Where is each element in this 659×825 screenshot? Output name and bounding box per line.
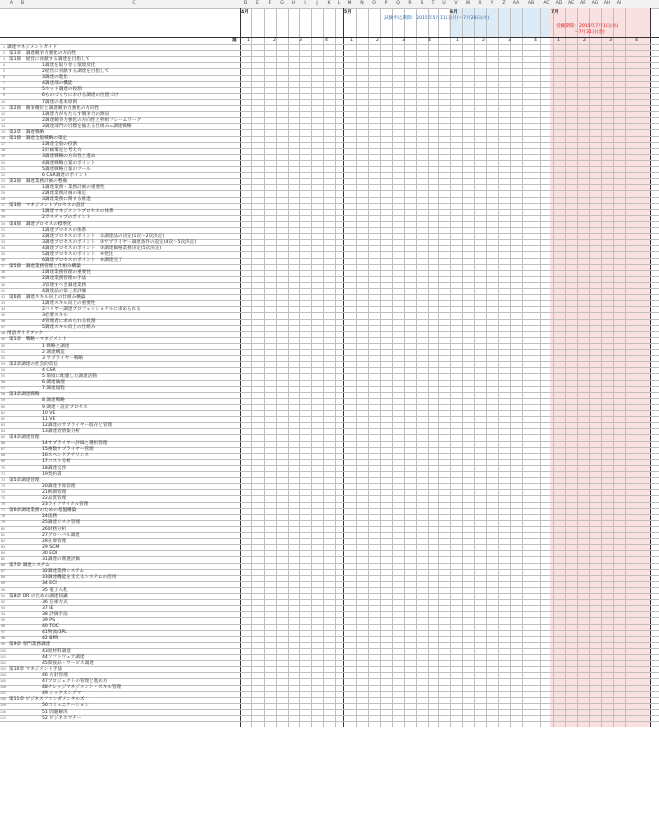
- column-header: R: [408, 1, 412, 6]
- task-label: 25調達リスク管理: [42, 520, 80, 526]
- row-number: 17: [0, 142, 5, 147]
- task-label: 33調達機能を支えるシステムの活用: [42, 575, 117, 581]
- row-number: 109: [0, 703, 7, 708]
- task-label: 4調達プロセスのポイント ③調達価格業務決定(5次決定): [42, 245, 162, 251]
- row-number: 94: [0, 611, 5, 616]
- task-label: 37 IE: [42, 605, 54, 611]
- row-number: 28: [0, 209, 5, 214]
- row-number: 23: [0, 178, 5, 183]
- task-label: 2計画策定と考え方: [42, 148, 82, 154]
- row-number: 18: [0, 148, 5, 153]
- row-number: 20: [0, 160, 5, 165]
- row-number: 59: [0, 398, 5, 403]
- row-number: 65: [0, 435, 5, 439]
- column-header: S: [420, 1, 424, 6]
- task-label: 第11章 ビジネスファンダメンタルズ: [9, 697, 85, 703]
- column-header: Y: [490, 1, 494, 6]
- column-header: N: [360, 1, 364, 6]
- row-number: 11: [0, 105, 5, 110]
- task-label: 1調達プロセスの体系: [42, 227, 87, 233]
- task-label: 調達マネジメントガイド: [7, 44, 58, 50]
- task-label: 7調達の基本原則: [42, 99, 78, 105]
- task-label: 5調達戦略立案のツール: [42, 166, 91, 172]
- week-number: 4: [428, 38, 431, 43]
- week-number: 2: [376, 38, 379, 43]
- row-number: 68: [0, 453, 5, 458]
- task-label: 5 環境に配慮した調達活動: [42, 374, 97, 379]
- task-label: 38 評価手法: [42, 611, 68, 617]
- task-label: 3調達部門の目標を揃える仕組み=調達戦略: [42, 123, 132, 129]
- task-label: 52 ビジネスマナー: [42, 715, 82, 721]
- task-label: 10 VE: [42, 410, 56, 416]
- task-label: 3 サプライヤー戦略: [42, 355, 83, 361]
- row-number: 24: [0, 184, 5, 189]
- task-label: 第3節 マネジメントプロセスの設計: [9, 203, 86, 209]
- row-number: 91: [0, 593, 5, 598]
- row-number: 42: [0, 294, 5, 299]
- row-number: 92: [0, 599, 5, 604]
- task-label: 41物流/3PL: [42, 630, 67, 636]
- row-number: 41: [0, 288, 5, 293]
- row-number: 95: [0, 618, 5, 622]
- row-number: 79: [0, 520, 5, 525]
- task-label: 3調達戦略の方向性と進め: [42, 154, 96, 160]
- task-label: 5調達スキル向上の仕組み: [42, 325, 96, 331]
- task-label: 42 BPR: [42, 636, 59, 642]
- task-label: 1調達スキル向上の重要性: [42, 300, 96, 306]
- task-label: 48ナレッジマネジメント・スキル管理: [42, 685, 122, 691]
- row-number: 2: [2, 50, 5, 55]
- week-number: 2: [482, 38, 485, 43]
- task-label: 4管理者に求められる役割: [42, 319, 96, 325]
- task-label: 第5節 調達業務管理と仕組み構築: [9, 264, 81, 270]
- column-header: AI: [616, 1, 622, 6]
- column-header: AC: [543, 1, 550, 6]
- week-number: 3: [609, 38, 612, 43]
- task-label: 22品質管理: [42, 496, 67, 501]
- row-number: 45: [0, 313, 5, 317]
- task-label: 47プロジェクトの管理と進め方: [42, 679, 108, 684]
- row-number: 25: [0, 191, 5, 195]
- week-number: 1: [247, 38, 250, 43]
- row-number: 50: [0, 343, 5, 348]
- row-number: 38: [0, 270, 5, 275]
- row-number: 39: [0, 276, 5, 281]
- task-label: 第1節 調達全般戦略の策定: [9, 136, 68, 142]
- task-label: 1調達力がもたらす競争力の源泉: [42, 111, 110, 117]
- week-number: 4: [325, 38, 328, 43]
- task-label: 第6章調達業務のための基盤構築: [9, 508, 77, 514]
- row-number: 13: [0, 117, 5, 122]
- task-label: 43原材料調達: [42, 648, 71, 654]
- task-label: 15複数サプライヤー管理: [42, 447, 94, 453]
- row-number: 5: [2, 69, 5, 73]
- task-label: 13調達者情報分析: [42, 428, 81, 434]
- row-number: 73: [0, 483, 5, 488]
- row-number: 103: [0, 666, 7, 671]
- column-header: U: [442, 1, 446, 6]
- task-label: 6ものづくりにおける調達の位置づけ: [42, 93, 119, 99]
- task-label: 第5章調達管理: [9, 477, 40, 483]
- task-label: 第2章 調達戦略: [9, 130, 45, 135]
- row-number: 57: [0, 386, 5, 391]
- row-number: 62: [0, 416, 5, 421]
- task-label: 第3章調達戦略: [9, 392, 40, 398]
- week-number: 3: [402, 38, 405, 43]
- row-number: 49: [0, 337, 5, 342]
- row-number: 55: [0, 374, 5, 378]
- row-number: 108: [0, 697, 7, 702]
- task-label: 49 シックスシグマ: [42, 691, 82, 697]
- task-label: 5調達プロセスのポイント ④発注: [42, 252, 114, 257]
- column-header: E: [256, 1, 259, 6]
- task-label: 32調達業務システム: [42, 569, 85, 575]
- task-label: 3管理すべき調達業務: [42, 282, 87, 288]
- task-label: 8 調達戦略: [42, 398, 65, 404]
- task-label: 36 在庫方式: [42, 599, 68, 605]
- task-label: 30 EDI: [42, 550, 58, 556]
- task-label: 第9章 専門業務調達: [9, 642, 51, 648]
- row-number: 60: [0, 404, 5, 409]
- task-label: 23ライフサイクル管理: [42, 502, 89, 508]
- column-header: P: [384, 1, 388, 6]
- month-label: 7月: [551, 10, 559, 15]
- row-number: 40: [0, 282, 5, 287]
- row-number: 99: [0, 642, 5, 647]
- task-label: 45間接品・サービス調達: [42, 660, 94, 666]
- row-number: 78: [0, 514, 5, 519]
- column-header: V: [454, 1, 458, 6]
- task-label: 46 方針管理: [42, 672, 68, 678]
- task-label: 1調達業務管理の重要性: [42, 270, 91, 276]
- column-header: L: [337, 1, 341, 6]
- row-number: 14: [0, 123, 5, 128]
- row-number: 26: [0, 197, 5, 202]
- column-header: T: [431, 1, 435, 6]
- task-label: 19契約書: [42, 471, 62, 477]
- month-label: 5月: [344, 10, 352, 15]
- task-label: 第2章調達の社会的責任: [9, 361, 58, 367]
- row-number: 46: [0, 319, 5, 324]
- row-number: 1: [2, 44, 5, 49]
- task-label: 1調達を取り巻く環境変化: [42, 62, 96, 68]
- row-number: 22: [0, 172, 5, 177]
- column-header: X: [478, 1, 482, 6]
- row-number: 3: [2, 56, 5, 61]
- row-number: 6: [2, 75, 5, 80]
- row-number: 69: [0, 459, 5, 464]
- task-label: 用語ガイドブック: [7, 331, 44, 337]
- task-label: 第2節 競争優位と調達競争力強化の方向性: [9, 105, 100, 111]
- row-number: 54: [0, 367, 5, 372]
- row-number: 56: [0, 380, 5, 385]
- task-label: 35 電子入札: [42, 587, 68, 593]
- row-number: 64: [0, 428, 5, 433]
- row-number: 12: [0, 111, 5, 116]
- row-number: 9: [2, 93, 5, 98]
- row-number: 110: [0, 709, 7, 714]
- task-label: 6 CSR調達のポイント: [42, 172, 88, 178]
- row-number: 58: [0, 392, 5, 397]
- row-number: 97: [0, 630, 5, 635]
- row-number: 4: [2, 62, 5, 67]
- task-label: 第10章 マネジメント手法: [9, 666, 63, 672]
- column-header: C: [132, 1, 136, 6]
- row-number: 35: [0, 252, 5, 256]
- row-number: 82: [0, 538, 5, 543]
- row-number: 36: [0, 258, 5, 263]
- row-number: 105: [0, 679, 7, 683]
- column-header: J: [316, 1, 318, 6]
- task-label: 第8章 OR のための調達知識: [9, 593, 68, 599]
- task-label: 6調達プロセスのポイント ⑤調達完了: [42, 258, 123, 264]
- row-number: 10: [0, 99, 5, 104]
- task-label: 4調達部の機能: [42, 81, 73, 87]
- row-number: 102: [0, 660, 7, 665]
- column-header: M: [347, 1, 352, 6]
- task-label: 3調達業務に関する推進: [42, 197, 91, 203]
- row-number: 37: [0, 264, 5, 269]
- week-number: 4: [635, 38, 638, 43]
- week-number: 3: [299, 38, 302, 43]
- task-label: 1調達マネジメントプロセスの体系: [42, 209, 114, 215]
- task-label: 3調達の進化: [42, 75, 68, 81]
- row-number: 44: [0, 306, 5, 311]
- row-number: 111: [0, 715, 7, 720]
- row-number: 66: [0, 441, 5, 446]
- row-number: 86: [0, 563, 5, 568]
- exam-period-label-2: ～7月31日(金): [574, 30, 605, 35]
- row-number: 93: [0, 605, 5, 610]
- column-header: AE: [567, 1, 575, 6]
- task-label: 1調達全般の役割: [42, 142, 78, 148]
- task-label: 27グローバル調達: [42, 532, 80, 538]
- task-label: 7 調達規程: [42, 386, 65, 392]
- task-label: 2ガステップのポイント: [42, 215, 91, 221]
- task-label: 24法務: [42, 514, 58, 520]
- column-header: B: [20, 1, 25, 6]
- task-label: 4調達品の第三者評価: [42, 288, 87, 294]
- task-label: 1調達業務・業務計画の重要性: [42, 184, 105, 190]
- month-label: 4月: [241, 10, 249, 15]
- task-label: 4 CSR: [42, 367, 56, 373]
- row-number: 29: [0, 215, 5, 220]
- task-label: 9 調達・設計プロセス: [42, 404, 88, 410]
- row-number: 53: [0, 361, 5, 366]
- task-label: 4調達戦略立案のポイント: [42, 160, 96, 166]
- task-label: 29 SCM: [42, 544, 60, 550]
- task-label: 第4章調達管理: [9, 435, 40, 440]
- column-header: W: [465, 1, 471, 6]
- row-number: 47: [0, 325, 5, 330]
- row-number: 16: [0, 136, 5, 141]
- row-number: 74: [0, 489, 5, 494]
- row-number: 84: [0, 550, 5, 555]
- task-label: 5ホット調達の役割: [42, 87, 82, 93]
- column-header: D: [243, 1, 248, 6]
- column-header: AF: [580, 1, 586, 6]
- column-header: AH: [603, 1, 611, 6]
- row-number: 70: [0, 465, 5, 470]
- task-label: 44ソフトウェア調達: [42, 654, 85, 660]
- row-number: 88: [0, 575, 5, 580]
- task-label: 第4節 調達プロセスの標準化: [9, 221, 72, 227]
- row-number: 107: [0, 691, 7, 696]
- task-label: 26財務分析: [42, 526, 67, 532]
- task-label: 34 ECI: [42, 581, 57, 587]
- row-number: 89: [0, 581, 5, 586]
- row-number: 67: [0, 447, 5, 452]
- column-header: F: [268, 1, 272, 6]
- row-number: 31: [0, 227, 5, 232]
- trial-period-band: [449, 8, 550, 38]
- row-number: 96: [0, 624, 5, 629]
- week-number: 1: [557, 38, 560, 43]
- row-number: 34: [0, 245, 5, 250]
- task-label: 第7章 調達システム: [9, 563, 50, 569]
- task-label: 2調達競争力強化の方向性と枠組フレームワーク: [42, 117, 142, 123]
- header-divider: [0, 37, 659, 38]
- row-number: 80: [0, 526, 5, 531]
- task-label: 28在庫管理: [42, 538, 67, 544]
- task-label: 第2節 調達業務計画の整備: [9, 178, 68, 184]
- task-label: 31調達の関連評価: [42, 557, 81, 562]
- task-label: 2調達プロセスのポイント ①調達品の決定(1次～2次決定): [42, 233, 165, 239]
- task-label: 18調達交渉: [42, 465, 67, 471]
- column-header: Q: [396, 1, 400, 6]
- row-number: 21: [0, 166, 5, 171]
- task-label: 12調達のサプライヤー既存と管理: [42, 422, 113, 428]
- row-number: 83: [0, 544, 5, 549]
- task-label: 3必要スキル: [42, 313, 68, 318]
- task-label: 第6節 調達スキル向上の仕組み構築: [9, 294, 86, 300]
- row-number: 63: [0, 422, 5, 427]
- row-number: 48: [0, 331, 5, 336]
- row-number: 76: [0, 502, 5, 507]
- column-header: G: [280, 1, 284, 6]
- column-header: AG: [591, 1, 599, 6]
- column-header: Z: [502, 1, 506, 6]
- row-number: 85: [0, 557, 5, 561]
- row-number: 61: [0, 410, 5, 415]
- task-label: 2 調達構造: [42, 349, 65, 355]
- week-number: 2: [273, 38, 276, 43]
- row-number: 51: [0, 349, 5, 354]
- task-label: 21納期管理: [42, 489, 67, 495]
- column-header: H: [291, 1, 296, 6]
- column-header: AB: [527, 1, 535, 6]
- task-label: 14サプライヤー評価と選択管理: [42, 441, 108, 447]
- column-header: O: [372, 1, 376, 6]
- row-number: 7: [2, 81, 5, 86]
- task-label: 2バイヤー調達プロフェッショナルに求められる: [42, 306, 141, 312]
- row-number: 75: [0, 496, 5, 500]
- trial-period-label: 試験申込期間：2015年5月11日(月)～7月28日(火): [384, 16, 490, 21]
- column-header: A: [9, 1, 14, 6]
- row-number: 19: [0, 154, 5, 159]
- row-number: 90: [0, 587, 5, 592]
- row-number: 30: [0, 221, 5, 226]
- row-number: 98: [0, 636, 5, 641]
- column-header: I: [304, 1, 306, 6]
- row-number: 87: [0, 569, 5, 574]
- row-number: 104: [0, 672, 7, 677]
- task-label: 51 問題解決: [42, 709, 68, 715]
- week-number: 3: [508, 38, 511, 43]
- column-header: AD: [555, 1, 563, 6]
- row-number: 77: [0, 508, 5, 513]
- task-label: 3調達プロセスのポイント ②サプライヤー調達条件の設定(4次～5次決定): [42, 239, 197, 245]
- task-label: 6 調達倫理: [42, 380, 65, 386]
- task-label: 2調達業務計画の策定: [42, 191, 87, 196]
- task-label: 第1章 調達競争力強化の方向性: [9, 50, 77, 56]
- task-label: 16スペンドアナリシス: [42, 453, 89, 459]
- week-number: 1: [456, 38, 459, 43]
- exam-period-label: 受験期間：2015年7月1日(水): [556, 24, 619, 29]
- row-number: 100: [0, 648, 7, 653]
- task-label: 40 TOC: [42, 624, 59, 630]
- row-number: 33: [0, 239, 5, 244]
- task-label: 2経営に貢献する調達を目指して: [42, 69, 110, 74]
- week-label: 週: [232, 38, 237, 43]
- row-number: 15: [0, 130, 5, 134]
- row-number: 52: [0, 355, 5, 360]
- row-number: 101: [0, 654, 7, 659]
- row-number: 27: [0, 203, 5, 208]
- task-label: 第1章 戦略・マネジメント: [9, 337, 67, 343]
- row-number: 43: [0, 300, 5, 305]
- task-label: 39 PS: [42, 618, 55, 623]
- task-label: 50コミュニケーション: [42, 703, 89, 709]
- column-header: AA: [512, 1, 520, 6]
- row-number: 81: [0, 532, 5, 537]
- task-label: 20調達予算管理: [42, 483, 76, 489]
- column-header: K: [327, 1, 331, 6]
- month-label: 6月: [450, 10, 458, 15]
- row-number: 72: [0, 477, 5, 482]
- row-number: 32: [0, 233, 5, 238]
- week-number: 2: [583, 38, 586, 43]
- task-label: 第1節 経営に貢献する調達を目指して: [9, 56, 91, 62]
- week-number: 4: [534, 38, 537, 43]
- week-number: 1: [350, 38, 353, 43]
- task-label: 17コスト分析: [42, 459, 71, 465]
- row-number: 106: [0, 685, 7, 690]
- task-label: 11 VE: [42, 416, 56, 422]
- row-number: 71: [0, 471, 5, 476]
- row-number: 8: [2, 87, 5, 92]
- task-label: 1 戦略と調達: [42, 343, 70, 349]
- task-label: 2調達業務管理の手法: [42, 276, 87, 282]
